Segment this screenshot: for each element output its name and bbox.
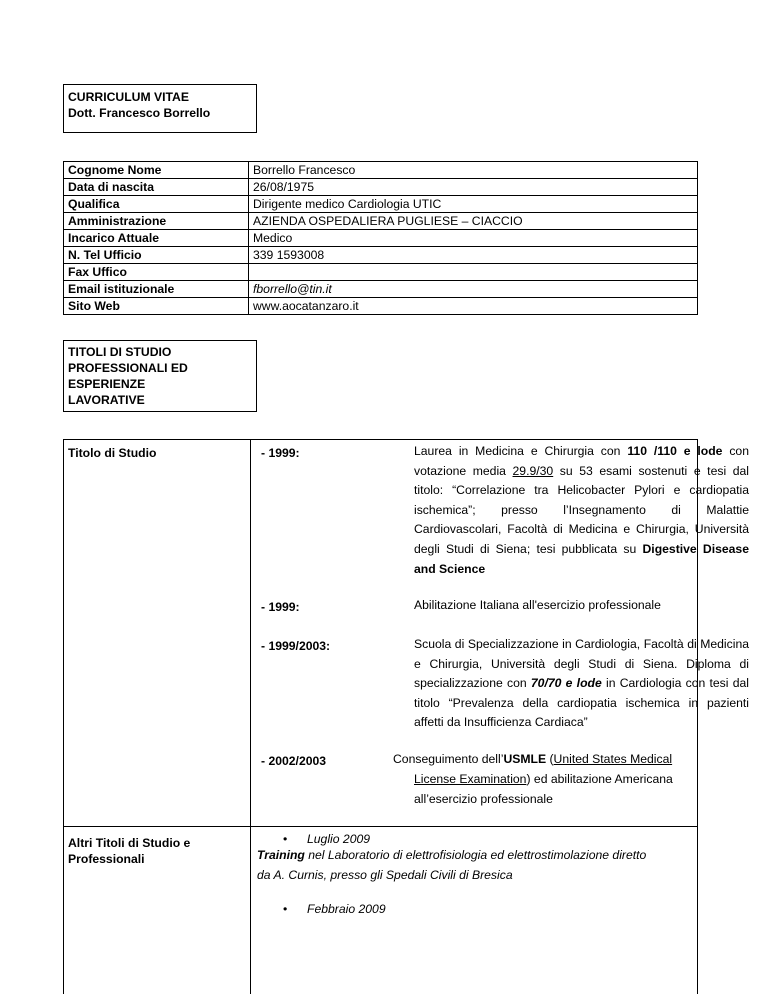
info-value: Medico (249, 230, 698, 247)
training-text (257, 846, 646, 866)
info-value: Borrello Francesco (249, 162, 698, 179)
row-divider (64, 826, 697, 827)
entry-date: - 1999: (261, 446, 300, 460)
section-heading-line: LAVORATIVE (68, 393, 145, 407)
info-label: Fax Uffico (64, 264, 249, 281)
info-label: Data di nascita (64, 179, 249, 196)
text-span: ( (546, 752, 554, 766)
exam-name: USMLE (503, 752, 547, 766)
text-span: con votazione media (414, 444, 749, 478)
cv-title: CURRICULUM VITAE (68, 90, 189, 104)
grade-text: 70/70 e lode (530, 676, 602, 691)
entry-text: all’esercizio professionale (414, 792, 553, 806)
cv-name: Dott. Francesco Borrello (68, 106, 211, 120)
bullet-icon: • (283, 832, 288, 846)
average-grade: 29.9/30 (512, 463, 554, 478)
text-span: Scuola di Specializzazione in Cardiologia, Facoltà di Medicina e Chirurgia, Università degli Studi di Siena. Diploma di specializzazione con (414, 637, 749, 691)
email-value[interactable]: fborrello@tin.it (249, 281, 698, 298)
altri-label-line: Professionali (68, 852, 145, 866)
entry-text (414, 635, 749, 733)
column-divider (250, 440, 251, 994)
entry-date: - 1999/2003: (261, 639, 331, 653)
study-label: Titolo di Studio (68, 446, 157, 460)
website-value[interactable]: www.aocatanzaro.it (249, 298, 698, 315)
entry-text (414, 442, 749, 579)
altri-label-line: Altri Titoli di Studio e (68, 836, 191, 850)
altri-label (68, 835, 190, 867)
cv-header-box (63, 84, 257, 133)
info-value (249, 264, 698, 281)
study-table (63, 439, 749, 994)
table-row (64, 213, 698, 230)
section-heading-line: PROFESSIONALI ED (68, 361, 188, 375)
entry-text (393, 750, 672, 770)
entry-date: - 2002/2003 (261, 754, 327, 768)
bullet-date: Febbraio 2009 (307, 902, 386, 916)
info-label: Email istituzionale (64, 281, 249, 298)
section-heading-line: TITOLI DI STUDIO (68, 345, 172, 359)
info-value: AZIENDA OSPEDALIERA PUGLIESE – CIACCIO (249, 213, 698, 230)
entry-text (414, 770, 673, 790)
section-heading-line: ESPERIENZE (68, 377, 146, 391)
info-label: Amministrazione (64, 213, 249, 230)
text-span: nel Laboratorio di elettrofisiologia ed elettrostimolazione diretto (304, 848, 647, 862)
table-row (64, 230, 698, 247)
bullet-date: Luglio 2009 (307, 832, 371, 846)
info-label: Cognome Nome (64, 162, 249, 179)
table-row (64, 281, 698, 298)
bullet-item (283, 902, 386, 916)
table-row (64, 179, 698, 196)
personal-info-table (63, 161, 698, 315)
text-span: Laurea in Medicina e Chirurgia con (414, 444, 628, 458)
table-row (64, 264, 698, 281)
info-value: 339 1593008 (249, 247, 698, 264)
info-label: Sito Web (64, 298, 249, 315)
grade-text: 110 /110 e lode (627, 444, 723, 458)
info-label: Qualifica (64, 196, 249, 213)
info-value: Dirigente medico Cardiologia UTIC (249, 196, 698, 213)
table-row (64, 162, 698, 179)
training-keyword: Training (257, 848, 305, 862)
text-span: Conseguimento dell’ (393, 752, 504, 766)
info-value: 26/08/1975 (249, 179, 698, 196)
bullet-item (283, 832, 371, 846)
text-span: su 53 esami sostenuti e tesi dal titolo: “Correlazione tra Helicobacter Pylori e cardiopatia ischemica”; presso l’Insegnamento di Malattie Cardiovascolari, Facoltà di Medicina e Chirurgia, Università degli Studi di Siena; tesi pubblicata su (414, 463, 749, 556)
entry-text: Abilitazione Italiana all'esercizio professionale (414, 598, 661, 612)
text-span: in Cardiologia con tesi dal titolo “Prevalenza della cardiopatia ischemica in pazienti affetti da Insufficienza Cardiaca” (414, 676, 749, 730)
info-label: N. Tel Ufficio (64, 247, 249, 264)
entry-date: - 1999: (261, 600, 300, 614)
exam-fullname: United States Medical (553, 752, 673, 766)
table-row (64, 196, 698, 213)
section-heading-box (63, 340, 257, 412)
bullet-icon: • (283, 902, 288, 916)
exam-fullname: License Examination (414, 772, 527, 786)
text-span: ) ed abilitazione Americana (526, 772, 673, 786)
table-row (64, 298, 698, 315)
info-label: Incarico Attuale (64, 230, 249, 247)
training-text: da A. Curnis, presso gli Spedali Civili di Bresica (257, 868, 513, 882)
table-row (64, 247, 698, 264)
journal-name: Digestive Disease and Science (414, 541, 749, 576)
